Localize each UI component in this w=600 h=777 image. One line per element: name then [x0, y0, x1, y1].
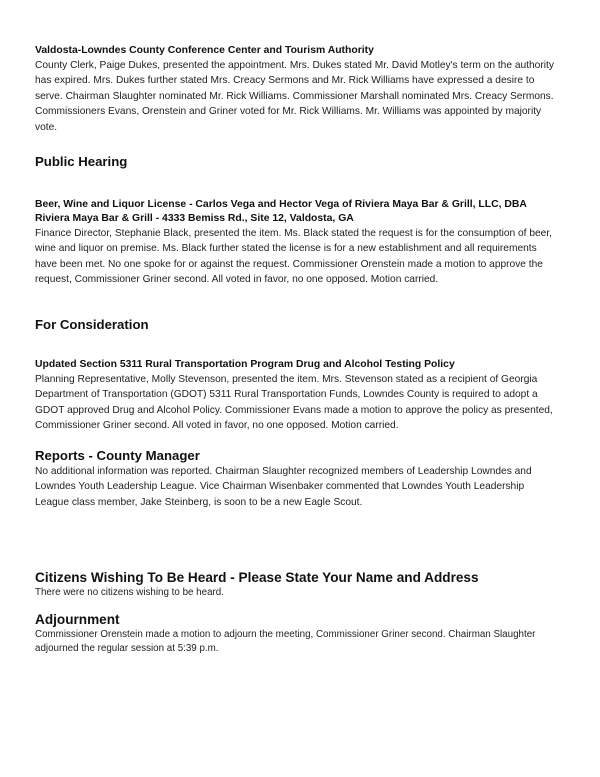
section-heading: Public Hearing: [35, 154, 128, 169]
item-body: County Clerk, Paige Dukes, presented the appointment. Mrs. Dukes stated Mr. David Motley's term on the authority has expired. Mrs. Dukes further stated Mrs. Creacy Sermons and Mr. Rick Williams have expressed a desire to serve. Chairman Slaughter nominated Mr. Rick Williams. Commissioner Marshall nominated Mrs. Creacy Sermons. Commissioners Evans, Orenstein and Griner voted for Mr. Rick Williams. Mr. Williams was appointed by majority vote.: [35, 60, 554, 133]
section-citizens: [35, 570, 555, 600]
item-title: Valdosta-Lowndes County Conference Center and Tourism Authority: [35, 45, 374, 56]
section-heading: Citizens Wishing To Be Heard - Please State Your Name and Address: [35, 570, 479, 585]
section-body: Commissioner Orenstein made a motion to adjourn the meeting, Commissioner Griner second. Chairman Slaughter adjourned the regular session at 5:39 p.m.: [35, 629, 536, 654]
section-reports: [35, 448, 555, 510]
section-conference-center: [35, 44, 555, 135]
item-body: Finance Director, Stephanie Black, presented the item. Ms. Black stated the request is for the consumption of beer, wine and liquor on premise. Ms. Black further stated the license is for a new establishment and all requirements have been met. No one spoke for or against the request. Commissioner Orenstein made a motion to approve the request, Commissioner Griner second. All voted in favor, no one opposed. Motion carried.: [35, 228, 553, 286]
for-consideration-item: [35, 358, 555, 434]
item-title: Beer, Wine and Liquor License - Carlos Vega and Hector Vega of Riviera Maya Bar & Grill, LLC, DBA Riviera Maya Bar & Grill - 4333 Bemiss Rd., Site 12, Valdosta, GA: [35, 199, 527, 224]
section-body: No additional information was reported. Chairman Slaughter recognized members of Leadership Lowndes and Lowndes Youth Leadership League. Vice Chairman Wisenbaker commented that Lowndes Youth Leadership League class member, Jake Steinberg, is soon to be a new Eagle Scout.: [35, 466, 532, 508]
section-public-hearing: [35, 154, 555, 170]
public-hearing-item: [35, 198, 555, 288]
section-heading: For Consideration: [35, 317, 149, 332]
section-body: There were no citizens wishing to be heard.: [35, 587, 224, 598]
section-adjournment: [35, 612, 555, 656]
section-heading: Adjournment: [35, 612, 120, 627]
item-body: Planning Representative, Molly Stevenson, presented the item. Mrs. Stevenson stated as a recipient of Georgia Department of Transportation (GDOT) 5311 Rural Transportation Funds, Lowndes County is required to adopt a GDOT approved Drug and Alcohol Policy. Commissioner Evans made a motion to approve the policy as presented, Commissioner Griner second. All voted in favor, no one opposed. Motion carried.: [35, 374, 553, 432]
item-title: Updated Section 5311 Rural Transportation Program Drug and Alcohol Testing Policy: [35, 359, 455, 370]
section-heading: Reports - County Manager: [35, 448, 200, 463]
section-for-consideration: [35, 317, 555, 333]
